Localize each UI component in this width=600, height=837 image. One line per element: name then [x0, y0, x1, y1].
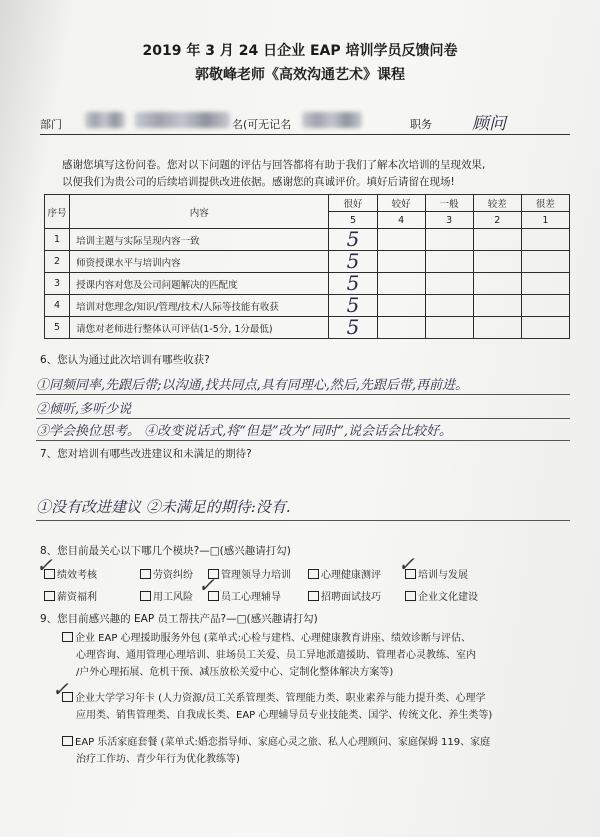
row-no: 4 — [45, 295, 70, 317]
option-checkbox[interactable]: 企业文化建设 — [405, 588, 478, 603]
service-item-eap-outsourcing[interactable]: 企业 EAP 心理援助服务外包 (菜单式:心检与建档、心理健康教育讲座、绩效诊断与评估、 心理咨询、通用管理心理培训、驻场员工关爱、员工异地派遣援助、管理者心灵教练、室内 /户外心理拓展、危机干预、减压放松关爱中心、定制化整体解决方案等) — [62, 630, 574, 681]
question-6: 6、您认为通过此次培训有哪些收获? — [40, 354, 210, 366]
table-row — [45, 229, 570, 251]
table-row — [45, 295, 570, 317]
position-value: 顾问 — [472, 114, 506, 134]
checkbox[interactable] — [62, 632, 73, 642]
checkbox[interactable] — [140, 591, 151, 601]
course-title: 郭敬峰老师《高效沟通艺术》课程 — [195, 67, 405, 83]
table-row — [45, 251, 570, 273]
respondent-info-row — [40, 108, 570, 135]
answer-7[interactable]: ①没有改进建议 ②未满足的期待:没有. — [36, 498, 291, 516]
checkbox[interactable] — [308, 569, 319, 579]
answer-line — [36, 440, 570, 441]
row-content: 师资授课水平与培训内容 — [70, 251, 329, 273]
level-score: 1 — [521, 212, 569, 229]
level-score: 4 — [377, 212, 425, 229]
check-mark-icon: ✓ — [52, 677, 69, 701]
answer-line — [36, 520, 570, 521]
answer-line — [36, 394, 570, 395]
rating-mark[interactable]: 5 — [346, 315, 360, 339]
table-row — [45, 317, 570, 339]
redacted-name — [302, 112, 362, 128]
option-checkbox[interactable]: 心理健康测评 — [308, 566, 381, 581]
table-row — [45, 273, 570, 295]
checkbox[interactable] — [405, 591, 416, 601]
option-checkbox[interactable]: 用工风险 — [140, 588, 193, 603]
answer-6-line-1[interactable]: ①同频同率,先跟后带;以沟通,找共同点,具有同理心,然后,先跟后带,再前进。 — [36, 378, 469, 393]
department-label: 部门 — [40, 118, 62, 131]
service-item-eap-family[interactable]: EAP 乐活家庭套餐 (菜单式:婚恋指导师、家庭心灵之旅、私人心理顾问、家庭保姆 119、家庭 治疗工作坊、青少年行为优化教练等) — [62, 734, 574, 768]
row-content: 请您对老师进行整体认可评估(1-5分, 1分最低) — [70, 317, 329, 339]
row-content: 授课内容对您及公司问题解决的匹配度 — [70, 273, 329, 295]
row-no: 3 — [45, 273, 70, 295]
question-9: 9、您目前感兴趣的 EAP 员工帮扶产品?—□(感兴趣请打勾) — [40, 613, 318, 625]
option-checkbox[interactable]: 绩效考核 — [44, 566, 97, 581]
option-checkbox[interactable]: 劳资纠纷 — [140, 566, 193, 581]
check-mark-icon: ✓ — [198, 573, 215, 597]
rating-mark[interactable]: 5 — [346, 271, 360, 295]
question-8: 8、您目前最关心以下哪几个模块?—□(感兴趣请打勾) — [40, 545, 291, 557]
answer-line — [36, 418, 570, 419]
check-mark-icon: ✓ — [36, 553, 53, 577]
checkbox[interactable] — [140, 569, 151, 579]
row-no: 5 — [45, 317, 70, 339]
redacted-department — [85, 112, 125, 128]
col-header-no: 序号 — [45, 195, 70, 229]
intro-line-1: 感谢您填写这份问卷。您对以下问题的评估与回答都将有助于我们了解本次培训的呈现效果, — [62, 159, 486, 171]
row-no: 1 — [45, 229, 70, 251]
checkbox[interactable] — [62, 736, 73, 746]
checkbox[interactable] — [44, 591, 55, 601]
level-label: 一般 — [425, 195, 473, 212]
row-content: 培训对您理念/知识/管理/技术/人际等技能有收获 — [70, 295, 329, 317]
option-checkbox[interactable]: 管理领导力培训 — [208, 566, 291, 581]
position-label: 职务 — [410, 118, 432, 131]
rating-mark[interactable]: 5 — [346, 227, 360, 251]
col-header-content: 内容 — [70, 195, 329, 229]
level-label: 较好 — [377, 195, 425, 212]
checkbox[interactable] — [308, 591, 319, 601]
question-7: 7、您对培训有哪些改进建议和未满足的期待? — [40, 448, 252, 460]
redacted-department-2 — [135, 112, 230, 128]
rating-mark[interactable]: 5 — [346, 293, 360, 317]
option-checkbox[interactable]: 员工心理辅导 — [208, 588, 281, 603]
rating-mark[interactable]: 5 — [346, 249, 360, 273]
level-score: 3 — [425, 212, 473, 229]
level-score: 2 — [473, 212, 521, 229]
answer-6-line-2[interactable]: ②倾听,多听少说 — [36, 402, 132, 417]
intro-line-2: 以便我们为贵公司的后续培训提供改进依据。感谢您的真诚评价。填好后请留在现场! — [62, 176, 455, 188]
level-label: 较差 — [473, 195, 521, 212]
rating-table — [44, 194, 570, 339]
intro-text — [62, 157, 562, 191]
row-no: 2 — [45, 251, 70, 273]
survey-title: 2019 年 3 月 24 日企业 EAP 培训学员反馈问卷 — [142, 43, 458, 59]
service-item-corporate-university[interactable]: 企业大学学习年卡 (人力资源/员工关系管理类、管理能力类、职业素养与能力提升类、心理学 应用类、销售管理类、自我成长类、EAP 心理辅导员专业技能类、国学、传统文化、养生类等) — [62, 690, 574, 724]
level-label: 很差 — [521, 195, 569, 212]
name-label: 名(可无记名 — [232, 118, 292, 131]
level-score: 5 — [329, 212, 377, 229]
row-content: 培训主题与实际呈现内容一致 — [70, 229, 329, 251]
option-checkbox[interactable]: 培训与发展 — [405, 566, 468, 581]
check-mark-icon: ✓ — [398, 552, 415, 576]
option-checkbox[interactable]: 薪资福利 — [44, 588, 97, 603]
answer-6-line-3[interactable]: ③学会换位思考。 ④改变说话式,将“但是”改为“同时”,说会话会比较好。 — [36, 424, 452, 439]
option-checkbox[interactable]: 招聘面试技巧 — [308, 588, 381, 603]
level-label: 很好 — [329, 195, 377, 212]
